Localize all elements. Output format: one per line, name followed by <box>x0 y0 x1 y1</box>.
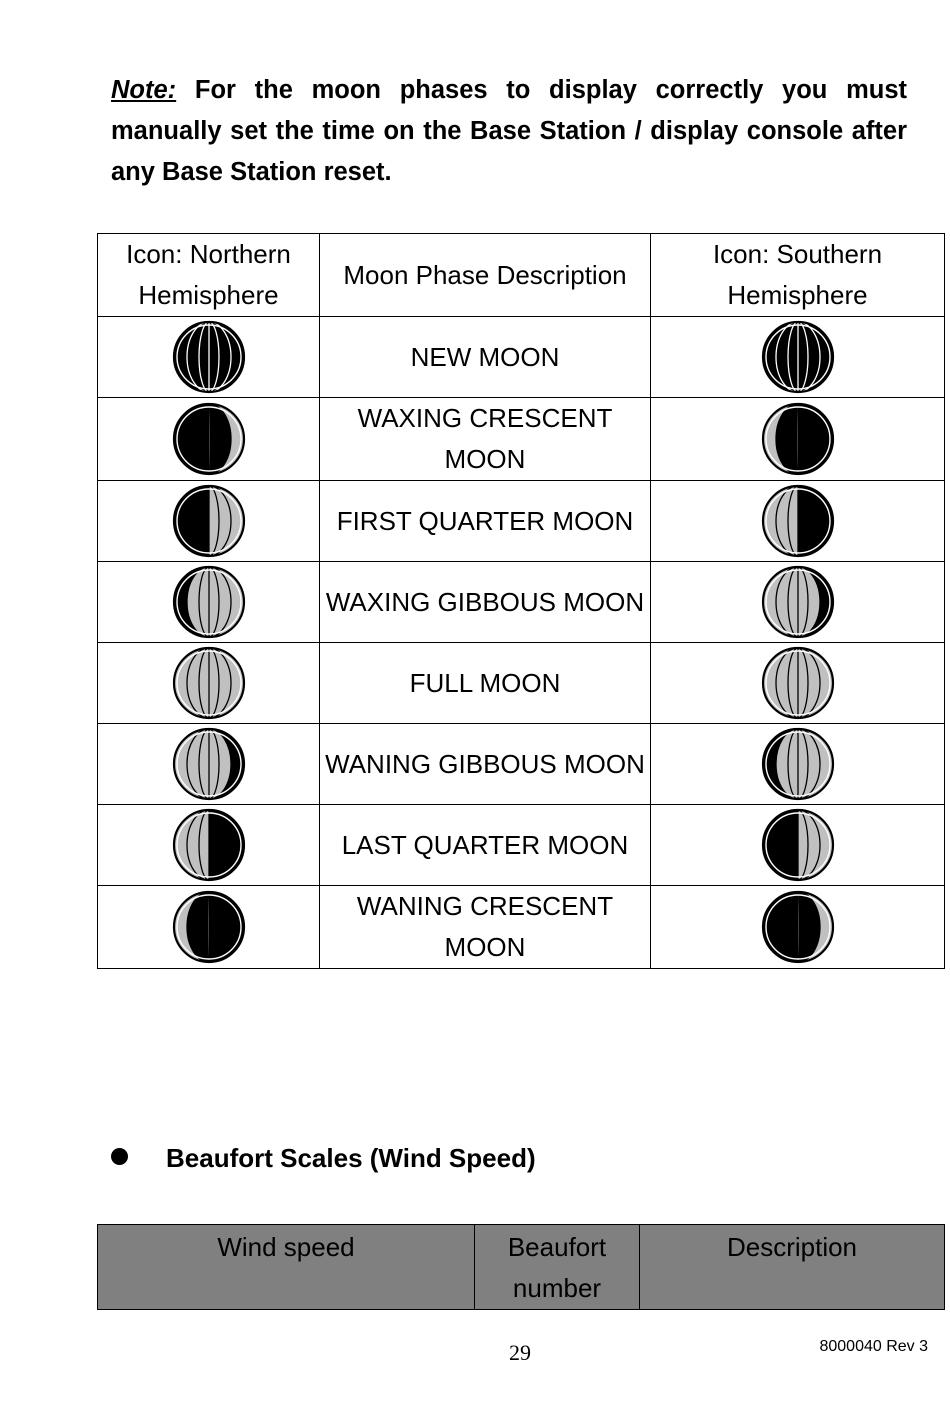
moon-phase-table <box>97 233 945 969</box>
beaufort-header-row <box>98 1225 945 1310</box>
last-quarter-icon <box>171 828 247 858</box>
beaufort-table <box>97 1224 945 1310</box>
note-label: Note: <box>111 76 177 104</box>
moon-phase-row <box>98 886 945 969</box>
full-moon-icon <box>171 666 247 696</box>
waning-crescent-icon <box>171 910 247 940</box>
southern-icon-cell <box>651 481 945 562</box>
southern-icon-cell <box>651 317 945 398</box>
southern-icon-cell <box>651 805 945 886</box>
header-southern-hemisphere: Icon: Southern Hemisphere <box>651 234 945 317</box>
moon-phase-row <box>98 317 945 398</box>
moon-phase-row <box>98 724 945 805</box>
moon-phase-description: WANING GIBBOUS MOON <box>320 724 651 805</box>
first-quarter-icon <box>171 504 247 534</box>
moon-phase-description: WAXING GIBBOUS MOON <box>320 562 651 643</box>
southern-icon-cell <box>651 724 945 805</box>
waning-gibbous-icon <box>760 747 836 777</box>
moon-phase-description: FULL MOON <box>320 643 651 724</box>
new-moon-icon <box>171 340 247 370</box>
southern-icon-cell <box>651 643 945 724</box>
new-moon-icon <box>760 340 836 370</box>
waxing-gibbous-icon <box>760 585 836 615</box>
document-code: 8000040 Rev 3 <box>819 1338 928 1355</box>
moon-phase-description: LAST QUARTER MOON <box>320 805 651 886</box>
northern-icon-cell <box>98 886 320 969</box>
waning-crescent-icon <box>760 910 836 940</box>
moon-phase-description: WANING CRESCENT MOON <box>320 886 651 969</box>
header-beaufort-number <box>475 1225 640 1310</box>
waxing-crescent-icon <box>171 422 247 452</box>
last-quarter-icon <box>760 828 836 858</box>
full-moon-icon <box>760 666 836 696</box>
waxing-gibbous-icon <box>171 585 247 615</box>
page-number: 29 <box>509 1340 531 1365</box>
header-description: Description <box>640 1225 945 1310</box>
northern-icon-cell <box>98 805 320 886</box>
southern-icon-cell <box>651 398 945 481</box>
southern-icon-cell <box>651 886 945 969</box>
moon-phase-description: FIRST QUARTER MOON <box>320 481 651 562</box>
northern-icon-cell <box>98 317 320 398</box>
moon-phase-description: WAXING CRESCENT MOON <box>320 398 651 481</box>
moon-phase-note <box>111 70 907 193</box>
moon-phase-row <box>98 398 945 481</box>
moon-phase-row <box>98 805 945 886</box>
beaufort-section-heading <box>111 1143 536 1174</box>
northern-icon-cell <box>98 724 320 805</box>
beaufort-heading-text: Beaufort Scales (Wind Speed) <box>166 1143 536 1173</box>
header-moon-phase-description: Moon Phase Description <box>320 234 651 317</box>
note-text: For the moon phases to display correctly you must manually set the time on the Base Station / display console after any Base Station reset. <box>111 76 907 186</box>
beaufort-number-label: Beaufort number <box>507 1232 607 1303</box>
waning-gibbous-icon <box>171 747 247 777</box>
northern-icon-cell <box>98 481 320 562</box>
bullet-icon <box>111 1148 128 1165</box>
northern-icon-cell <box>98 643 320 724</box>
moon-table-header-row <box>98 234 945 317</box>
southern-icon-cell <box>651 562 945 643</box>
header-northern-hemisphere: Icon: Northern Hemisphere <box>98 234 320 317</box>
waxing-crescent-icon <box>760 422 836 452</box>
moon-phase-row <box>98 643 945 724</box>
moon-phase-row <box>98 481 945 562</box>
moon-phase-row <box>98 562 945 643</box>
first-quarter-icon <box>760 504 836 534</box>
header-wind-speed: Wind speed <box>98 1225 475 1310</box>
moon-phase-description: NEW MOON <box>320 317 651 398</box>
northern-icon-cell <box>98 398 320 481</box>
northern-icon-cell <box>98 562 320 643</box>
